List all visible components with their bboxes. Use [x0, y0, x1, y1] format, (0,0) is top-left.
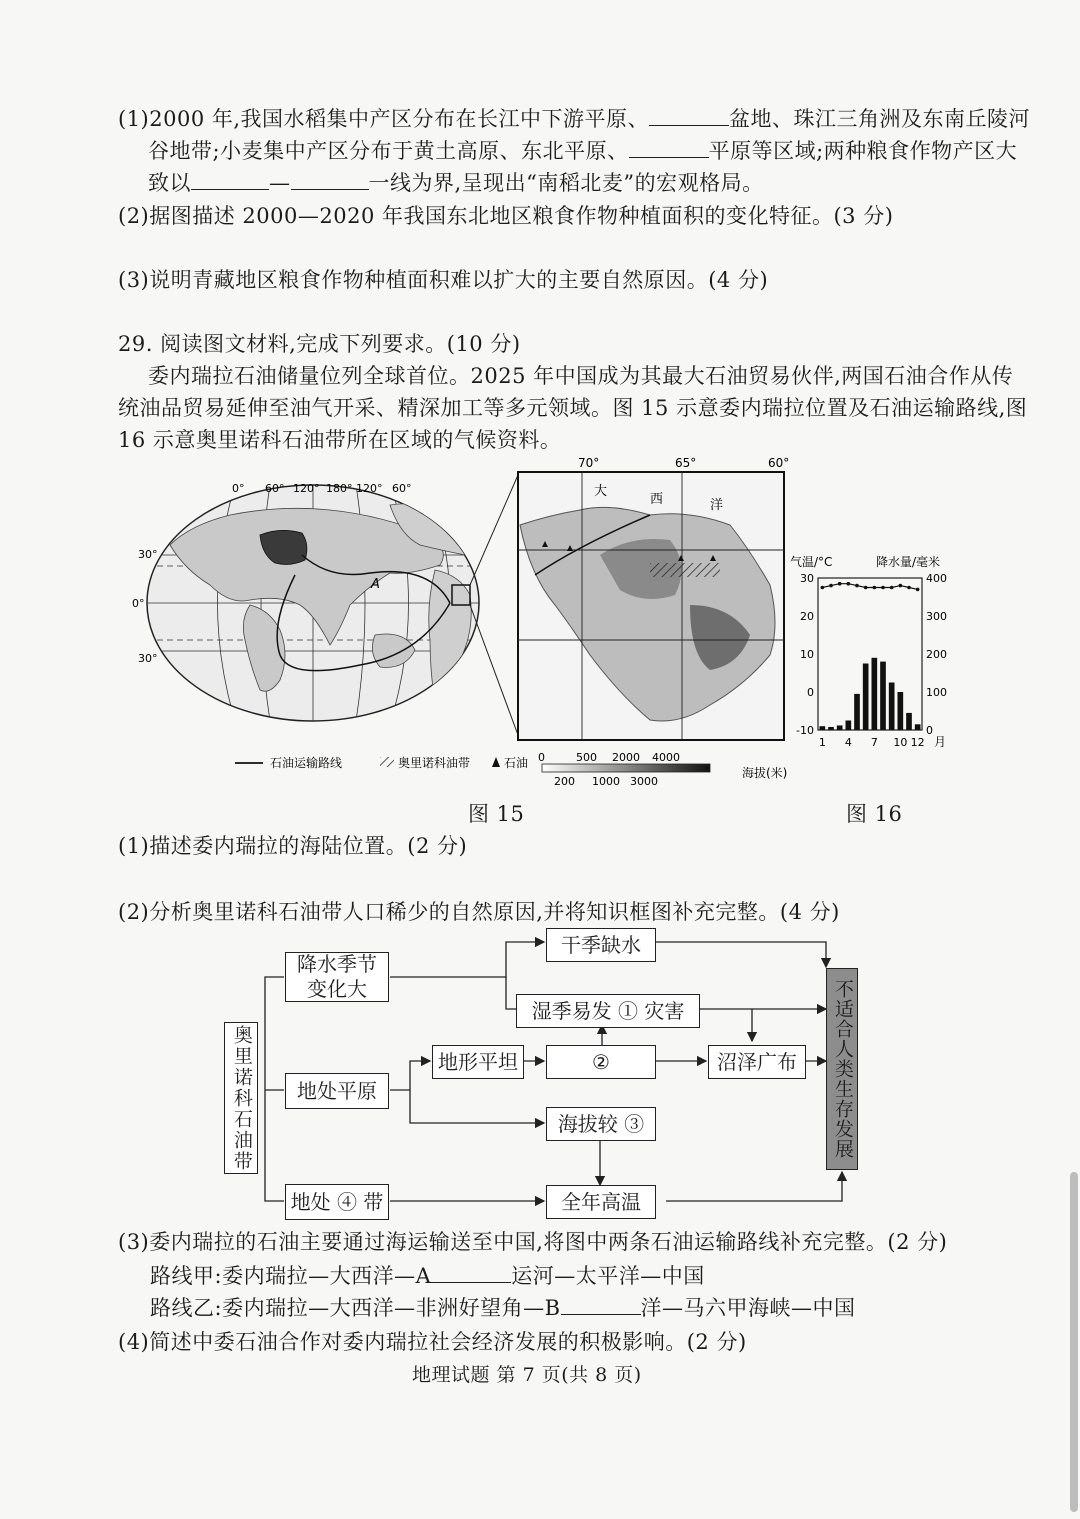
venezuela-inset-map: [518, 456, 789, 740]
diagram-rain-box: [285, 952, 389, 1002]
diagram-blank-2-box: [546, 1045, 656, 1079]
temperature-point: [873, 586, 877, 590]
flat-text: 地形平坦: [438, 1049, 518, 1074]
legend-route: 石油运输路线: [270, 756, 343, 770]
figure-15-legend: [235, 751, 787, 788]
root-text: 奥里诺科石油带: [230, 1024, 253, 1172]
precipitation-bar: [846, 721, 852, 731]
lon-label: 0°: [232, 482, 245, 495]
precipitation-bar: [906, 713, 912, 730]
lon-label: 120°: [356, 482, 383, 495]
temperature-point: [847, 582, 851, 586]
diagram-flat-box: [432, 1045, 524, 1079]
dry-text: 干季缺水: [561, 932, 641, 957]
point-a-label: A: [371, 577, 380, 592]
elevation-label: 海拔(米): [742, 766, 788, 780]
temperature-point: [855, 584, 859, 588]
temperature-point: [890, 586, 894, 590]
temp-axis-label: 气温/°C: [790, 555, 833, 569]
inset-lon-label: 60°: [768, 456, 790, 470]
precip-tick-label: 400: [926, 572, 947, 585]
ocean-label: 西: [650, 492, 664, 507]
lat-label: 30°: [138, 652, 158, 665]
precipitation-bar: [880, 662, 886, 730]
lon-label: 120°: [293, 482, 320, 495]
elev-tick: 2000: [612, 751, 640, 764]
inset-lon-label: 70°: [578, 456, 600, 470]
figure-15-caption: 图 15: [468, 802, 525, 826]
diagram-result-box: [826, 968, 858, 1170]
diagram-root-box: [224, 1022, 258, 1174]
precip-tick-label: 100: [926, 686, 947, 699]
precipitation-bar: [915, 724, 921, 730]
legend-oil: 石油: [504, 756, 529, 770]
result-text: 不适合人类生存发展: [831, 979, 854, 1159]
world-map: [132, 482, 479, 721]
diagram-wet-box: [516, 994, 700, 1028]
precipitation-bar: [872, 658, 878, 730]
diagram-dry-box: [546, 928, 656, 962]
elev-tick: 1000: [592, 775, 620, 788]
q29-title: 29. 阅读图文材料,完成下列要求。(10 分): [118, 332, 521, 356]
hot-text: 全年高温: [561, 1189, 641, 1214]
precip-axis-label: 降水量/毫米: [876, 555, 941, 569]
diagram-zone-box: [285, 1184, 389, 1220]
inset-lon-label: 65°: [675, 456, 697, 470]
plain-text: 地处平原: [297, 1078, 377, 1103]
temperature-point: [838, 582, 842, 586]
temp-tick-label: 30: [800, 572, 814, 585]
temperature-point: [916, 588, 920, 592]
lat-label: 30°: [138, 548, 158, 561]
plot-frame: [818, 578, 922, 730]
swamp-text: 沼泽广布: [717, 1049, 797, 1074]
month-tick-label: 7: [870, 736, 878, 749]
route-b: 路线乙:委内瑞拉—大西洋—非洲好望角—B 洋—马六甲海峡—中国: [150, 1296, 856, 1320]
oil-icon: [492, 757, 500, 767]
elevation-text: 海拔较 ③: [557, 1111, 645, 1136]
q28-p2: (2)据图描述 2000—2020 年我国东北地区粮食作物种植面积的变化特征。(3 分): [118, 204, 894, 228]
wet-text: 湿季易发 ① 灾害: [531, 998, 685, 1023]
elevation-scale: [542, 764, 710, 772]
precipitation-bar: [854, 694, 860, 730]
q28-p1-line1: (1)2000 年,我国水稻集中产区分布在长江中下游平原、 盆地、珠江三角洲及东南丘陵河: [118, 107, 1031, 131]
temperature-point: [864, 586, 868, 590]
month-unit: 月: [934, 735, 947, 749]
ocean-label: 洋: [710, 498, 724, 513]
blank-2-text: ②: [592, 1049, 610, 1074]
q29-intro-line3: 16 示意奥里诺科石油带所在区域的气候资料。: [118, 428, 562, 452]
figure-15: [130, 455, 810, 795]
diagram-swamp-box: [708, 1045, 806, 1079]
lat-label: 0°: [132, 597, 145, 610]
precip-tick-label: 200: [926, 648, 947, 661]
route-a: 路线甲:委内瑞拉—大西洋—A 运河—太平洋—中国: [150, 1264, 705, 1288]
precipitation-bar: [898, 692, 904, 730]
zone-text: 地处 ④ 带: [290, 1189, 384, 1214]
figure-16-climate-chart: [788, 548, 958, 758]
elev-tick: 500: [576, 751, 597, 764]
temperature-point: [907, 586, 911, 590]
lon-label: 60°: [392, 482, 412, 495]
precipitation-bar: [889, 683, 895, 731]
diagram-plain-box: [285, 1073, 389, 1109]
elev-tick: 3000: [630, 775, 658, 788]
page-footer: 地理试题 第 7 页(共 8 页): [412, 1364, 642, 1386]
temperature-line: [822, 584, 917, 590]
temp-tick-label: 20: [800, 610, 814, 623]
precip-tick-label: 0: [926, 724, 933, 737]
precip-tick-label: 300: [926, 610, 947, 623]
precipitation-bar: [820, 726, 826, 730]
diagram-hot-box: [546, 1185, 656, 1219]
q28-p1-line3: 致以 — 一线为界,呈现出“南稻北麦”的宏观格局。: [148, 171, 764, 195]
temperature-point: [881, 586, 885, 590]
precipitation-bar: [837, 725, 843, 730]
temperature-point: [899, 584, 903, 588]
temp-tick-label: 10: [800, 648, 814, 661]
q29-s4: (4)简述中委石油合作对委内瑞拉社会经济发展的积极影响。(2 分): [118, 1330, 747, 1354]
scrollbar[interactable]: [1070, 1172, 1078, 1512]
temp-tick-label: 0: [807, 686, 814, 699]
month-tick-label: 10: [893, 736, 908, 749]
precipitation-bar: [863, 664, 869, 731]
temp-tick-label: -10: [796, 724, 814, 737]
temperature-point: [829, 584, 833, 588]
q29-s1: (1)描述委内瑞拉的海陆位置。(2 分): [118, 834, 468, 858]
rain-text: 降水季节变化大: [297, 952, 377, 1001]
month-tick-label: 12: [910, 736, 925, 749]
month-tick-label: 4: [844, 736, 852, 749]
elev-tick: 0: [538, 751, 545, 764]
q28-p3: (3)说明青藏地区粮食作物种植面积难以扩大的主要自然原因。(4 分): [118, 268, 769, 292]
diagram-elevation-box: [546, 1107, 656, 1141]
elev-tick: 200: [554, 775, 575, 788]
lon-label: 180°: [326, 482, 353, 495]
figure-16-caption: 图 16: [846, 802, 903, 826]
q29-s2: (2)分析奥里诺科石油带人口稀少的自然原因,并将知识框图补充完整。(4 分): [118, 900, 840, 924]
legend-belt: 奥里诺科油带: [398, 756, 471, 770]
month-tick-label: 1: [818, 736, 826, 749]
precipitation-bar: [828, 727, 834, 730]
q28-p1-line2: 谷地带;小麦集中产区分布于黄土高原、东北平原、 平原等区域;两种粮食作物产区大: [148, 139, 1018, 163]
ocean-label: 大: [594, 484, 608, 499]
q29-intro-line2: 统油品贸易延伸至油气开采、精深加工等多元领域。图 15 示意委内瑞拉位置及石油运输路线,图: [118, 396, 1028, 420]
q29-intro-line1: 委内瑞拉石油储量位列全球首位。2025 年中国成为其最大石油贸易伙伴,两国石油合作从传: [148, 364, 1014, 388]
q29-s3: (3)委内瑞拉的石油主要通过海运输送至中国,将图中两条石油运输路线补充完整。(2 分): [118, 1230, 948, 1254]
temperature-point: [821, 586, 825, 590]
lon-label: 60°: [265, 482, 285, 495]
elev-tick: 4000: [652, 751, 680, 764]
